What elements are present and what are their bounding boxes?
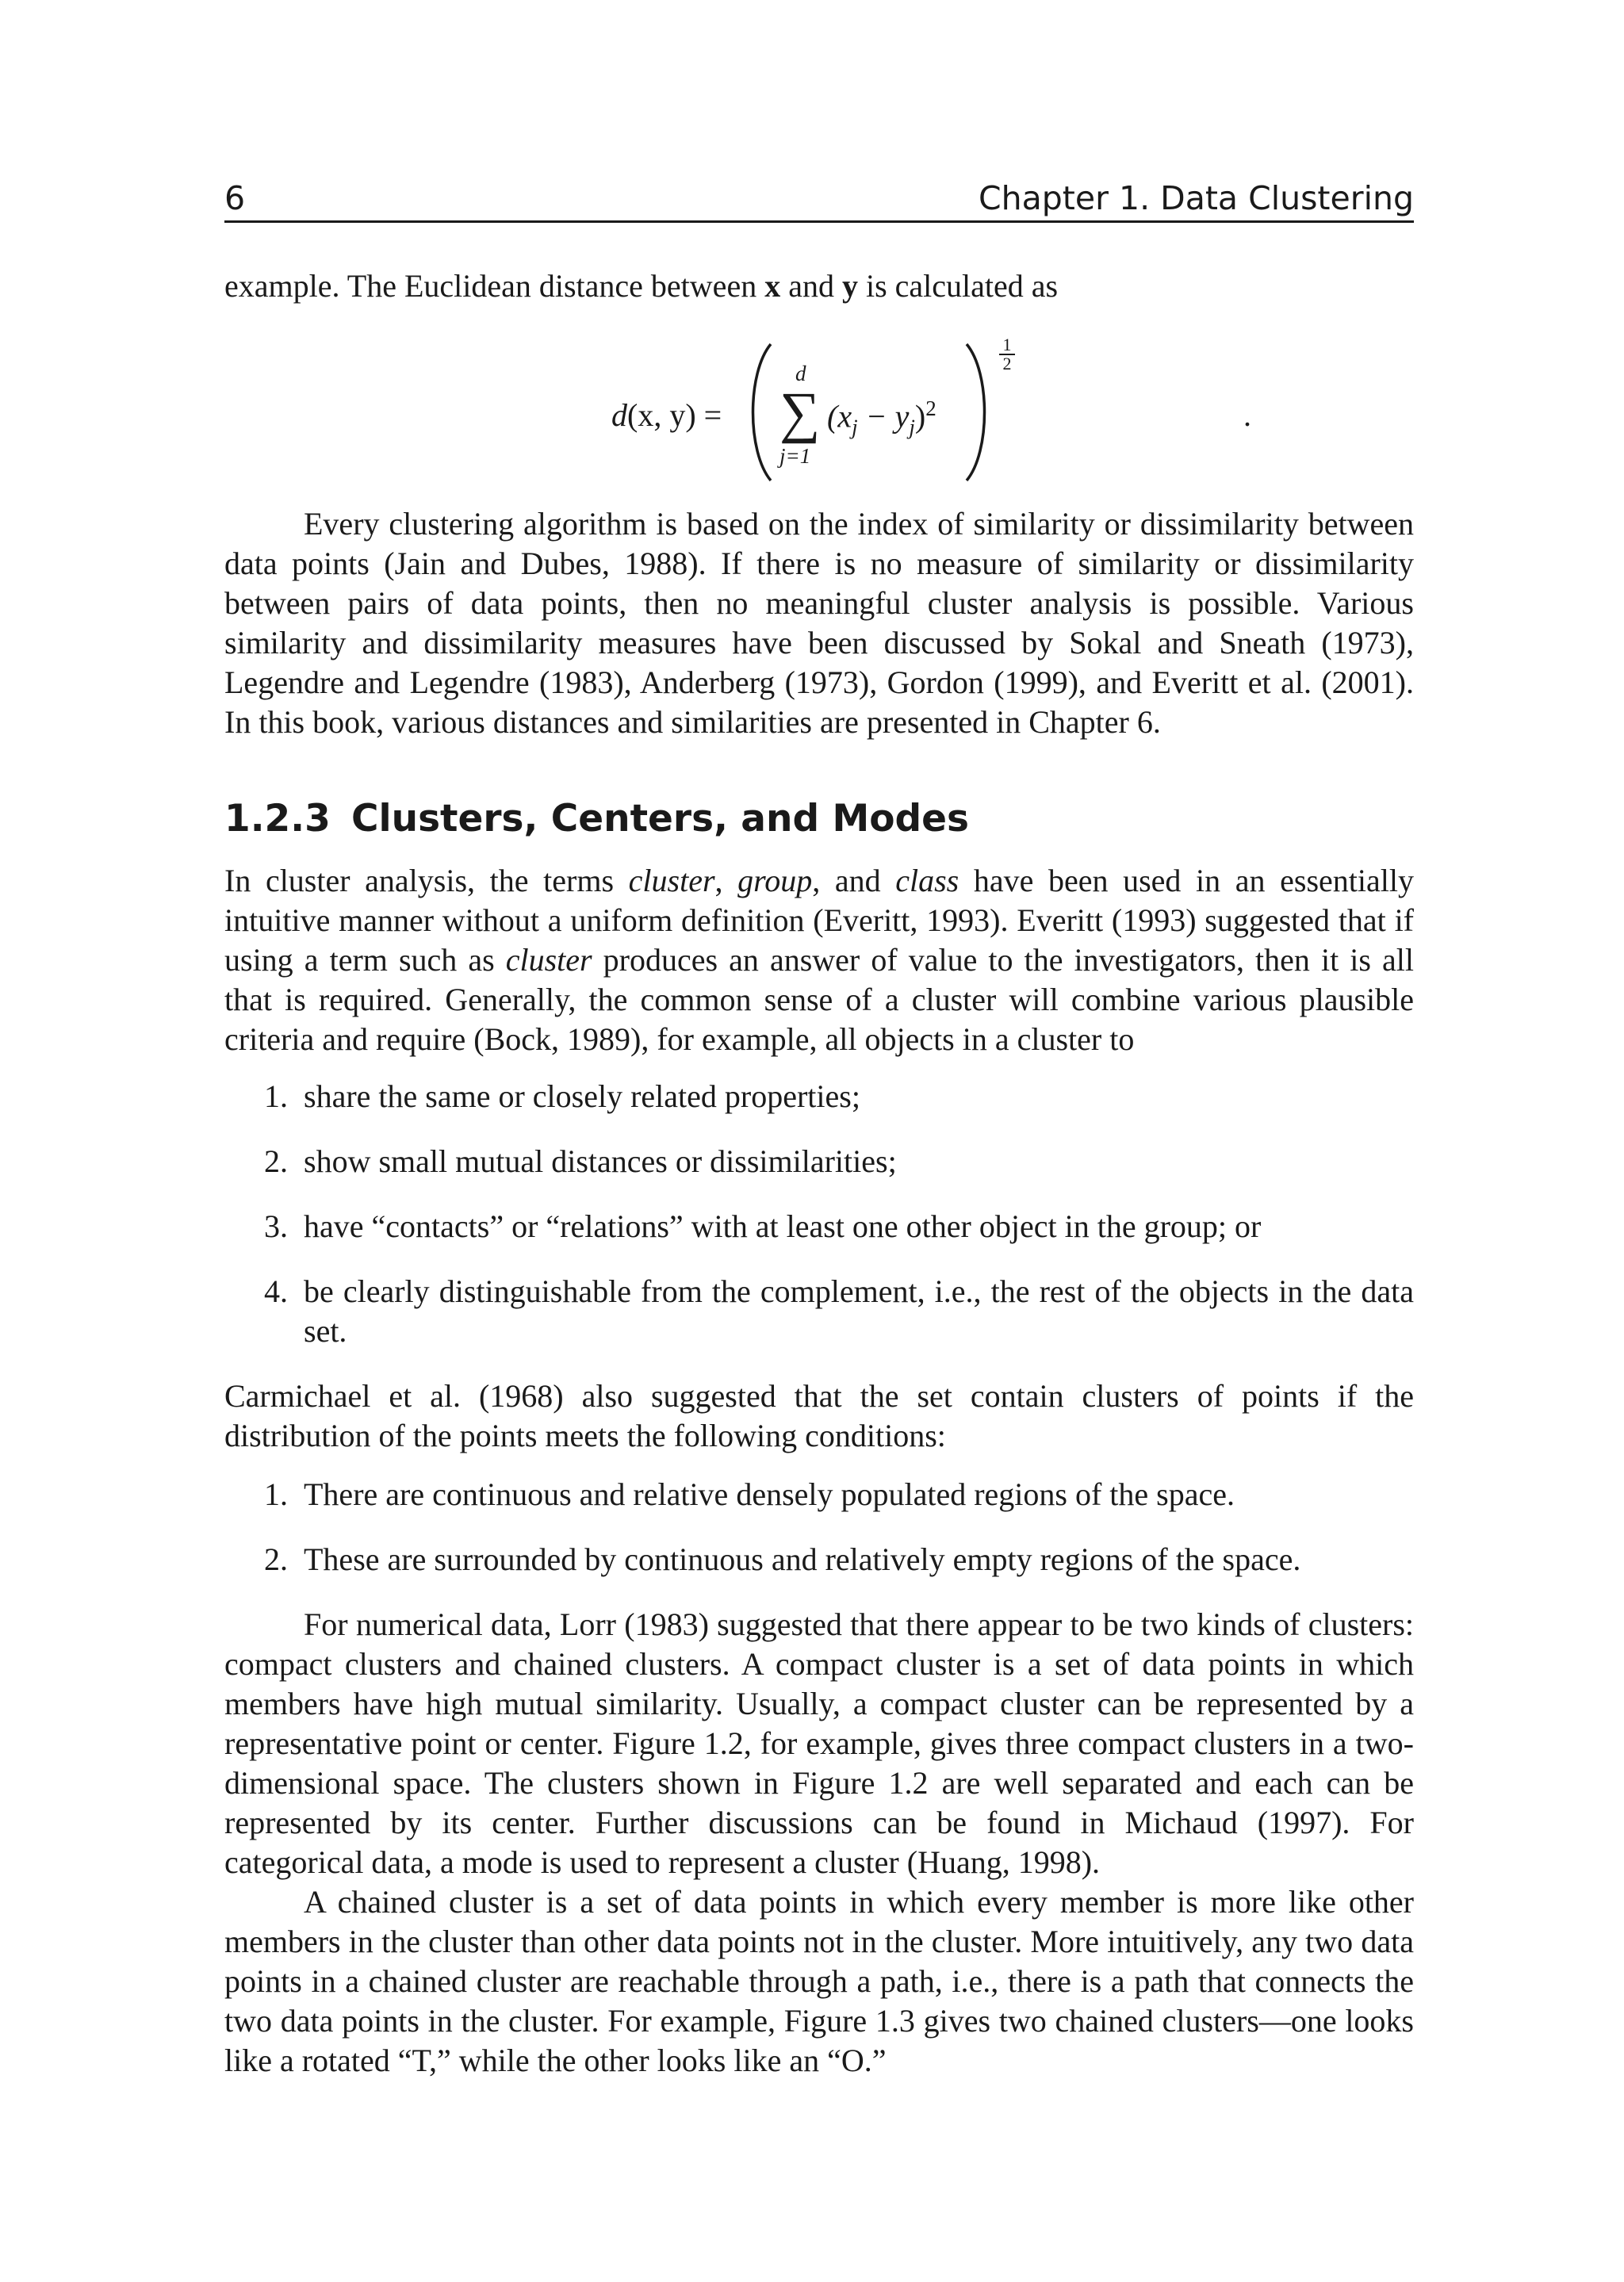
list-number: 3. [264, 1208, 288, 1244]
paragraph-text: In cluster analysis, the terms [224, 863, 629, 898]
paragraph-text: , [714, 863, 738, 898]
list-number: 4. [264, 1273, 288, 1309]
section-number: 1.2.3 [224, 797, 331, 840]
paragraph-text: produces an answer of value to the investigators, then it is all that is required. Generally, the common sense of a cluster will combine various plausible criteria and require (Bock, 1989), for example, all objects in a cluster to [224, 942, 1414, 1057]
paragraph-text: have been used in an essentially intuitive manner without a uniform definition (Everitt, 1993). Everitt (1993) suggested that if using a term such as [224, 863, 1414, 978]
list-item [224, 1540, 1414, 1579]
term-class: class [895, 863, 959, 898]
intro-text: example. The Euclidean distance between [224, 268, 765, 304]
square-exponent: 2 [925, 396, 936, 420]
term-cluster: cluster [628, 863, 715, 898]
list-item [224, 1272, 1414, 1351]
equation-summand [827, 396, 936, 439]
list-item [224, 1077, 1414, 1116]
paragraph-text: , and [812, 863, 896, 898]
term-group: group [737, 863, 813, 898]
euclidean-distance-equation [224, 333, 1414, 492]
section-title: Clusters, Centers, and Modes [351, 797, 970, 840]
equation-lhs [611, 396, 722, 434]
conditions-list [224, 1475, 1414, 1579]
vector-x: x [764, 268, 781, 304]
paragraph-cluster-terms [224, 861, 1414, 1059]
sum-upper-limit: d [795, 362, 806, 385]
criteria-list [224, 1077, 1414, 1351]
subscript-j: j [909, 415, 915, 439]
list-item [224, 1475, 1414, 1514]
paragraph-text: For numerical data, Lorr (1983) suggested that there appear to be two kinds of clusters: compact clusters and chained clusters. A compact cluster is a set of data points in which members have high mutual similarity. Usually, a compact cluster can be represented by a representative point or center. Figure 1.2, for example, gives three compact clusters in a two-dimensional space. The clusters shown in Figure 1.2 are well separated and each can be represented by its center. Further discussions can be found in Michaud (1997). For categorical data, a mode is used to represent a cluster (Huang, 1998). [224, 1606, 1414, 1880]
list-text: These are surrounded by continuous and relatively empty regions of the space. [304, 1541, 1301, 1577]
summand-x: (x [827, 398, 852, 435]
paragraph-text: A chained cluster is a set of data points in which every member is more like other members in the cluster than other data points not in the cluster. More intuitively, any two data points in a chained cluster are reachable through a path, i.e., there is a path that connects the two data points in the cluster. For example, Figure 1.3 gives two chained clusters—one looks like a rotated “T,” while the other looks like an “O.” [224, 1884, 1414, 2078]
equation-period: . [1243, 397, 1251, 433]
page-number: 6 [224, 179, 246, 217]
left-parenthesis [744, 341, 776, 484]
equation-d: d [611, 397, 627, 433]
summation-sign: ∑ [779, 381, 821, 444]
list-number: 2. [264, 1541, 288, 1577]
sum-lower-limit: j=1 [779, 444, 811, 468]
chapter-title: Chapter 1. Data Clustering [979, 179, 1414, 217]
vector-y: y [841, 268, 858, 304]
summand-y: − y [857, 398, 910, 435]
list-item [224, 1142, 1414, 1181]
list-text: share the same or closely related properties; [304, 1078, 860, 1114]
section-heading [224, 797, 969, 840]
paragraph-similarity [224, 504, 1414, 742]
paragraph-text: Carmichael et al. (1968) also suggested that the set contain clusters of points if the distribution of the points meets the following conditions: [224, 1378, 1414, 1453]
intro-sentence [224, 266, 1414, 306]
intro-text: and [780, 268, 842, 304]
right-parenthesis [962, 341, 994, 484]
book-page [224, 0, 1414, 2282]
list-text: be clearly distinguishable from the complement, i.e., the rest of the objects in the data set. [304, 1273, 1414, 1349]
half-exponent [998, 337, 1017, 372]
list-number: 1. [264, 1476, 288, 1512]
term-cluster: cluster [505, 942, 592, 978]
paragraph-compact-clusters [224, 1605, 1414, 1882]
list-text: show small mutual distances or dissimilarities; [304, 1143, 897, 1179]
intro-text: is calculated as [857, 268, 1059, 304]
exponent-denominator: 2 [1002, 354, 1012, 373]
paragraph-text: Every clustering algorithm is based on the index of similarity or dissimilarity between data points (Jain and Dubes, 1988). If there is no measure of similarity or dissimilarity between pairs of data points, then no meaningful cluster analysis is possible. Various similarity and dissimilarity measures have been discussed by Sokal and Sneath (1973), Legendre and Legendre (1983), Anderberg (1973), Gordon (1999), and Everitt et al. (2001). In this book, various distances and similarities are presented in Chapter 6. [224, 506, 1414, 740]
exponent-numerator: 1 [1002, 335, 1012, 354]
close-paren: ) [914, 398, 926, 435]
list-number: 1. [264, 1078, 288, 1114]
paragraph-carmichael [224, 1376, 1414, 1456]
list-text: have “contacts” or “relations” with at least one other object in the group; or [304, 1208, 1262, 1244]
equation-args: (x, y) = [627, 397, 722, 433]
subscript-j: j [852, 415, 858, 439]
paragraph-chained-clusters [224, 1882, 1414, 2081]
running-head [224, 176, 1414, 223]
list-text: There are continuous and relative densely populated regions of the space. [304, 1476, 1235, 1512]
list-item [224, 1207, 1414, 1246]
list-number: 2. [264, 1143, 288, 1179]
